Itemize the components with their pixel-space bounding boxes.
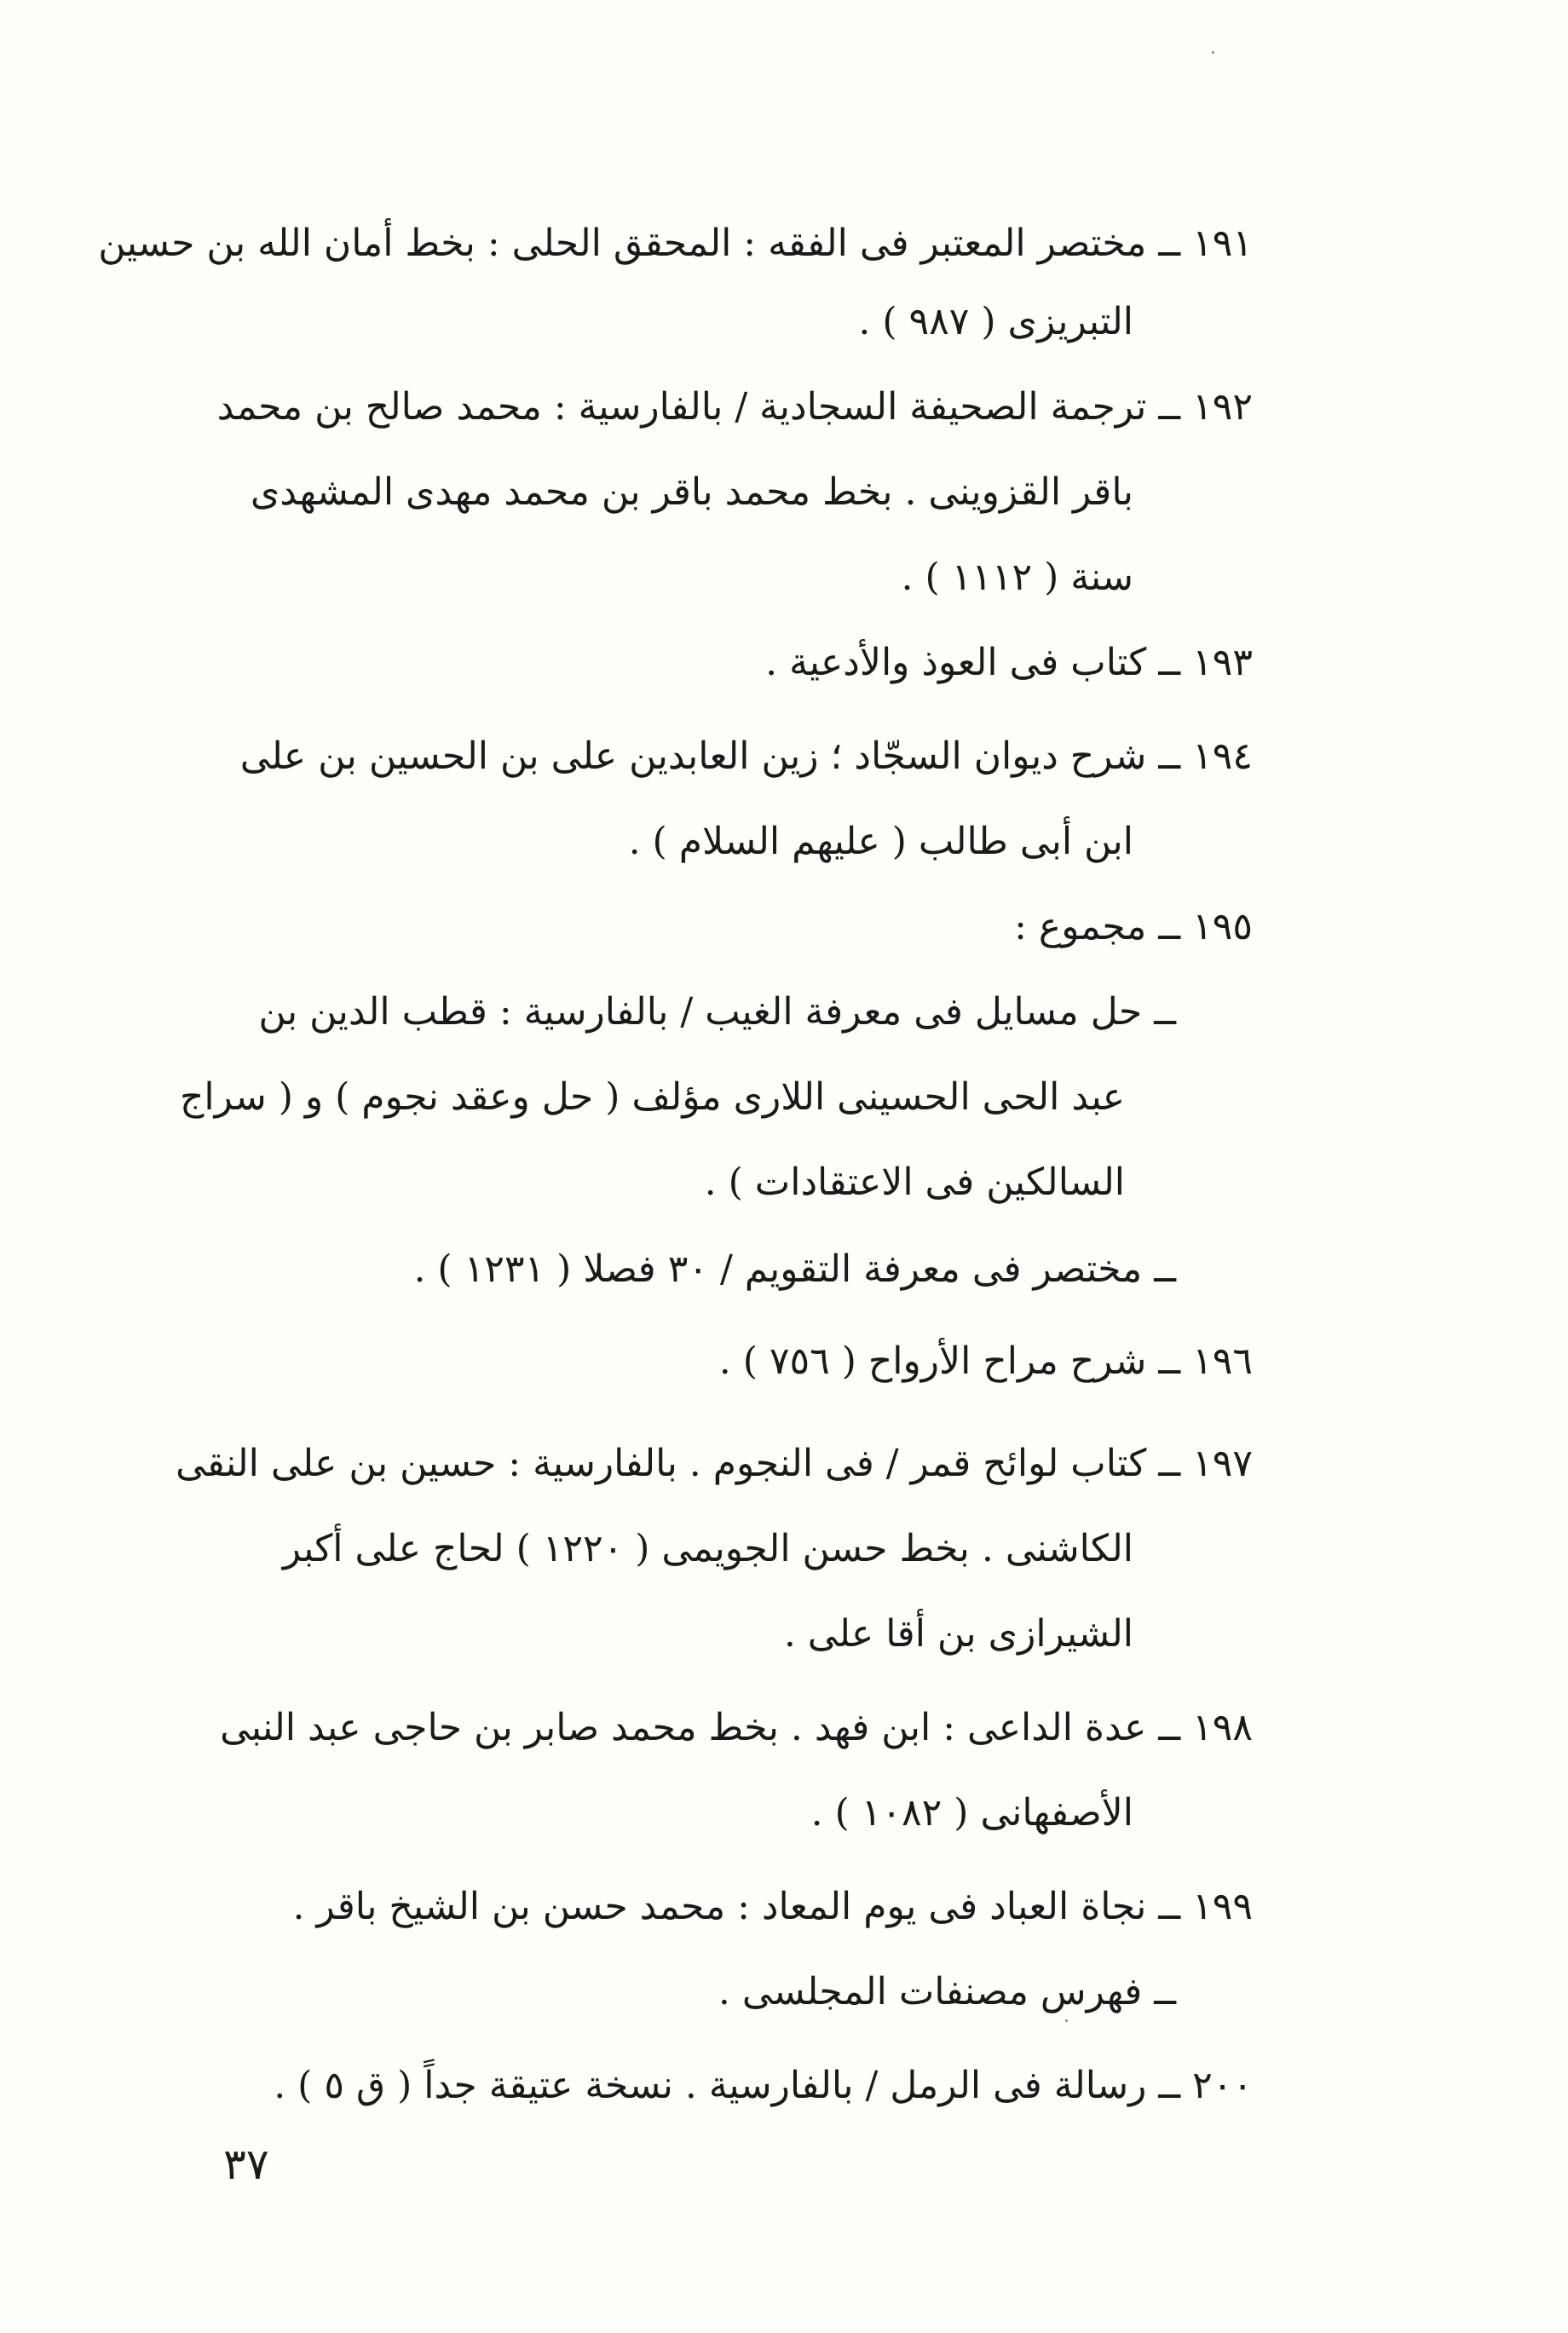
entry-195: ١٩٥ ــ مجموع : — [1014, 905, 1253, 948]
entry-191-line-2: التبريزى ( ٩٨٧ ) . — [858, 300, 1133, 343]
entry-200: ٢٠٠ ــ رسالة فى الرمل / بالفارسية . نسخة عتيقة جداً ( ق ٥ ) . — [274, 2064, 1253, 2107]
page-number: ٣٧ — [223, 2140, 269, 2189]
entry-197-line-2: الكاشنى . بخط حسن الجويمى ( ١٢٢٠ ) لحاج على أكبر — [282, 1527, 1133, 1570]
entry-194-line-1: ١٩٤ ــ شرح ديوان السجّاد ؛ زين العابدين على بن الحسين بن على — [239, 734, 1253, 778]
entry-193: ١٩٣ ــ كتاب فى العوذ والأدعية . — [765, 641, 1253, 684]
entry-196: ١٩٦ ــ شرح مراح الأرواح ( ٧٥٦ ) . — [718, 1339, 1253, 1383]
entry-199: ١٩٩ ــ نجاة العباد فى يوم المعاد : محمد حسن بن الشيخ باقر . — [292, 1885, 1253, 1928]
entry-195-sub-2: ــ مختصر فى معرفة التقويم / ٣٠ فصلا ( ١٢٣١ ) . — [413, 1247, 1176, 1291]
entry-197-line-3: الشيرازى بن أقا على . — [783, 1612, 1133, 1656]
entry-198-line-2: الأصفهانى ( ١٠٨٢ ) . — [810, 1791, 1133, 1835]
entry-195-sub-1-line-1: ــ حل مسايل فى معرفة الغيب / بالفارسية : قطب الدين بن — [258, 990, 1176, 1034]
entry-192-line-3: سنة ( ١١١٢ ) . — [901, 556, 1133, 599]
entry-197-line-1: ١٩٧ ــ كتاب لوائح قمر / فى النجوم . بالفارسية : حسين بن على النقى — [176, 1442, 1253, 1485]
entry-194-line-2: ابن أبى طالب ( عليهم السلام ) . — [628, 820, 1133, 863]
entry-191-line-1: ١٩١ ــ مختصر المعتبر فى الفقه : المحقق الحلى : بخط أمان الله بن حسين — [98, 222, 1253, 265]
entry-195-sub-1-line-2: عبد الحى الحسينى اللارى مؤلف ( حل وعقد نجوم ) و ( سراج — [179, 1075, 1125, 1119]
scan-speck — [1212, 51, 1214, 54]
entry-195-sub-1-line-3: السالكين فى الاعتقادات ) . — [704, 1161, 1125, 1204]
entry-192-line-2: باقر القزوينى . بخط محمد باقر بن محمد مهدى المشهدى — [250, 470, 1133, 514]
entry-199-sub: ــ فهرس مصنفات المجلسى . — [718, 1970, 1176, 2013]
entry-198-line-1: ١٩٨ ــ عدة الداعى : ابن فهد . بخط محمد صابر بن حاجى عبد النبى — [220, 1706, 1253, 1749]
scan-speck — [1065, 2019, 1068, 2022]
entry-192-line-1: ١٩٢ ــ ترجمة الصحيفة السجادية / بالفارسية : محمد صالح بن محمد — [216, 385, 1253, 429]
